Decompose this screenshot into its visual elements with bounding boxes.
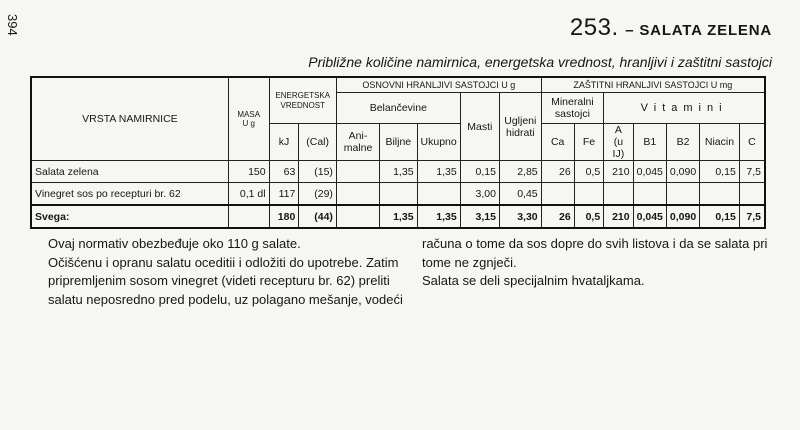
cell-niacin: 0,15 [700, 205, 740, 228]
header-biljne: Biljne [380, 124, 417, 161]
cell-masa: 150 [228, 161, 269, 183]
cell-animalne [336, 205, 379, 228]
header-mineralni: Mineralni sastojci [541, 93, 604, 124]
header-vit-a: A (u IJ) [604, 124, 633, 161]
cell-c: 7,5 [739, 161, 765, 183]
recipe-title [570, 14, 772, 42]
header-zastitni: ZAŠTITNI HRANLJIVI SASTOJCI U mg [541, 77, 765, 93]
cell-ca: 26 [541, 161, 574, 183]
recipe-name: – SALATA ZELENA [625, 22, 772, 39]
table-row [31, 183, 765, 206]
cell-masti: 0,15 [460, 161, 499, 183]
cell-ugljeni: 3,30 [499, 205, 541, 228]
cell-masti: 3,00 [460, 183, 499, 206]
cell-cal: (44) [299, 205, 337, 228]
cell-fe: 0,5 [574, 205, 603, 228]
page-number: 394 [5, 14, 20, 36]
cell-masa: 0,1 dl [228, 183, 269, 206]
cell-cal: (29) [299, 183, 337, 206]
cell-ca: 26 [541, 205, 574, 228]
cell-b2: 0,090 [666, 161, 699, 183]
header-fe: Fe [574, 124, 603, 161]
recipe-number: 253. [569, 14, 619, 41]
cell-a: 210 [604, 161, 633, 183]
header-niacin: Niacin [700, 124, 740, 161]
header-vit-c: C [739, 124, 765, 161]
header-osnovni: OSNOVNI HRANLJIVI SASTOJCI U g [336, 77, 541, 93]
cell-a: 210 [604, 205, 633, 228]
text-paragraph: Očišćenu i opranu salatu oceditii i odložiti do upotrebe. Zatim pripremljenim sosom vinegret (videti recepturu br. 62) preliti salatu neposredno pred podelu, uz polagano mešanje, vodeći [48, 254, 403, 307]
header-vit-b2: B2 [666, 124, 699, 161]
text-paragraph: Salata se deli specijalnim hvataljkama. [422, 273, 645, 288]
cell-name: Salata zelena [31, 161, 228, 183]
cell-ukupno [417, 183, 460, 206]
header-belancevine: Belančevine [336, 93, 460, 124]
header-kj: kJ [269, 124, 299, 161]
table-caption: Približne količine namirnica, energetska vrednost, hranljivi i zaštitni sastojci [308, 54, 772, 70]
cell-b1 [633, 183, 666, 206]
cell-kj: 180 [269, 205, 299, 228]
header-animalne: Ani- malne [336, 124, 379, 161]
recipe-text-left [48, 235, 403, 309]
cell-animalne [336, 161, 379, 183]
cell-fe: 0,5 [574, 161, 603, 183]
header-vit-b1: B1 [633, 124, 666, 161]
cell-biljne [380, 183, 417, 206]
recipe-text-right [422, 235, 777, 291]
cell-masa [228, 205, 269, 228]
cell-c [739, 183, 765, 206]
header-ugljeni: Ugljeni hidrati [499, 93, 541, 161]
header-ukupno: Ukupno [417, 124, 460, 161]
cell-cal: (15) [299, 161, 337, 183]
table-row [31, 161, 765, 183]
cell-ca [541, 183, 574, 206]
cell-niacin [700, 183, 740, 206]
cell-kj: 63 [269, 161, 299, 183]
header-cal: (Cal) [299, 124, 337, 161]
header-ca: Ca [541, 124, 574, 161]
cell-fe [574, 183, 603, 206]
cell-c: 7,5 [739, 205, 765, 228]
header-vrsta: VRSTA NAMIRNICE [31, 77, 228, 161]
header-masti: Masti [460, 93, 499, 161]
cell-b2: 0,090 [666, 205, 699, 228]
cell-b1: 0,045 [633, 205, 666, 228]
cell-ugljeni: 2,85 [499, 161, 541, 183]
nutrition-table [30, 76, 766, 229]
cell-animalne [336, 183, 379, 206]
cell-b2 [666, 183, 699, 206]
text-paragraph: Ovaj normativ obezbeđuje oko 110 g salate. [48, 236, 301, 251]
cell-ugljeni: 0,45 [499, 183, 541, 206]
cell-name: Svega: [31, 205, 228, 228]
table-total-row [31, 205, 765, 228]
cell-b1: 0,045 [633, 161, 666, 183]
cell-kj: 117 [269, 183, 299, 206]
cell-ukupno: 1,35 [417, 161, 460, 183]
cell-biljne: 1,35 [380, 161, 417, 183]
cell-ukupno: 1,35 [417, 205, 460, 228]
header-energ: ENERGETSKA VREDNOST [269, 77, 336, 124]
header-vitamini: Vitamini [604, 93, 765, 124]
cell-biljne: 1,35 [380, 205, 417, 228]
cell-masti: 3,15 [460, 205, 499, 228]
cell-a [604, 183, 633, 206]
text-paragraph: računa o tome da sos dopre do svih listova i da se salata pri tome ne zgnječi. [422, 236, 768, 270]
cell-name: Vinegret sos po recepturi br. 62 [31, 183, 228, 206]
cell-niacin: 0,15 [700, 161, 740, 183]
header-masa: MASA U g [228, 77, 269, 161]
